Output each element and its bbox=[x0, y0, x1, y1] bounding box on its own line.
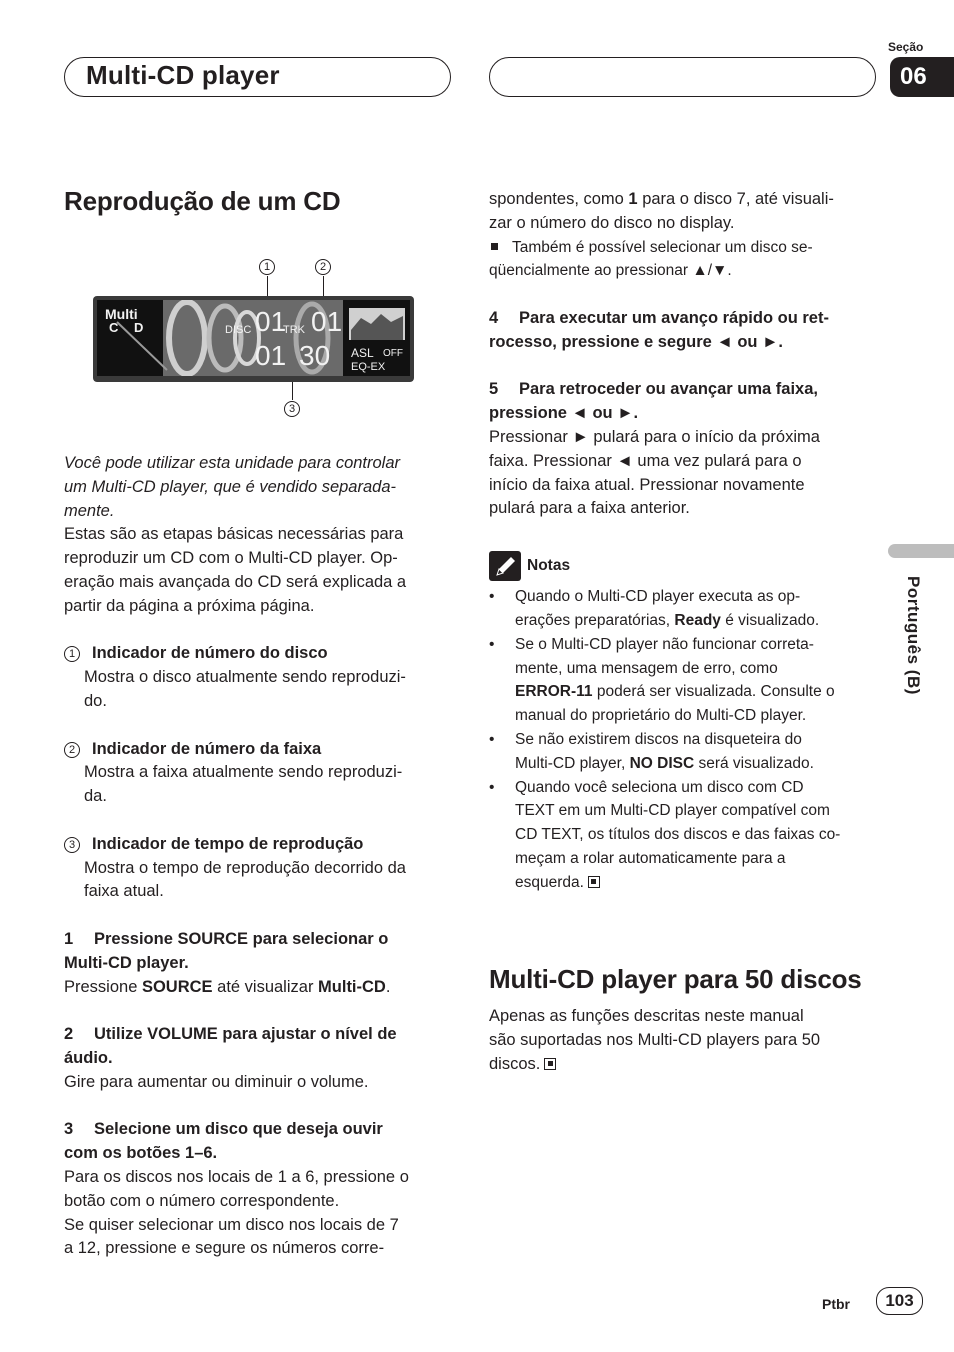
step-2-title: 2 Utilize VOLUME para ajustar o nível de bbox=[64, 1025, 397, 1044]
intro-italic-line: um Multi-CD player, que é vendido separada- bbox=[64, 477, 397, 496]
step-5-body: Pressionar ► pulará para o início da próxima bbox=[489, 427, 820, 446]
note-item: • Se o Multi-CD player não funcionar correta- mente, uma mensagem de erro, como ERROR-11 poderá ser visualizada. Consulte o manual do proprietário do Multi-CD player. bbox=[489, 633, 881, 728]
trk-label: TRK bbox=[283, 324, 305, 336]
section-label: Seção bbox=[888, 40, 924, 54]
intro-body-line: eração mais avançada do CD será explicada a bbox=[64, 572, 407, 591]
step-3-tip: qüencialmente ao pressionar ▲/▼. bbox=[489, 262, 732, 280]
step-5-body: faixa. Pressionar ◄ uma vez pulará para o bbox=[489, 451, 802, 470]
note-item: • Quando o Multi-CD player executa as op- erações preparatórias, Ready é visualizado. bbox=[489, 585, 881, 633]
language-tab-marker bbox=[888, 544, 954, 558]
section-2-body bbox=[489, 1005, 881, 1076]
legend-item-title: 3 Indicador de tempo de reprodução bbox=[64, 833, 456, 857]
callout-1: 1 bbox=[259, 259, 275, 275]
intro-body-line: Estas são as etapas básicas necessárias para bbox=[64, 525, 404, 544]
logo-cd: C D bbox=[109, 320, 150, 335]
step-3-body: Se quiser selecionar um disco nos locais de 7 bbox=[64, 1215, 399, 1234]
legend-item-desc: do. bbox=[84, 691, 107, 710]
section-number-badge: 06 bbox=[890, 57, 954, 97]
step-1-title-cont: Multi-CD player. bbox=[64, 953, 189, 972]
step-5-body: pulará para a faixa anterior. bbox=[489, 499, 690, 518]
step-3-body-cont: zar o número do disco no display. bbox=[489, 213, 735, 232]
section-title-50-disc: Multi-CD player para 50 discos bbox=[489, 964, 862, 994]
intro-italic-line: Você pode utilizar esta unidade para controlar bbox=[64, 454, 401, 472]
legend-item-desc: Mostra a faixa atualmente sendo reproduzi- bbox=[84, 763, 403, 782]
step-3-body: Para os discos nos locais de 1 a 6, pressione o bbox=[64, 1167, 409, 1186]
play-time-seconds: 30 bbox=[299, 340, 331, 371]
notes-heading: Notas bbox=[489, 551, 881, 581]
notes-list bbox=[489, 585, 881, 894]
step-1-title: 1 Pressione SOURCE para selecionar o bbox=[64, 929, 389, 948]
step-3-title: 3 Selecione um disco que deseja ouvir bbox=[64, 1120, 383, 1139]
note-item: • Se não existirem discos na disqueteira do Multi-CD player, NO DISC será visualizado. bbox=[489, 728, 881, 776]
step-5-title: 5 Para retroceder ou avançar uma faixa, bbox=[489, 380, 818, 399]
asl-value: OFF bbox=[383, 348, 403, 359]
end-of-section-icon bbox=[544, 1058, 556, 1070]
legend-item-desc: da. bbox=[84, 787, 107, 806]
disc-number-indicator: 01 bbox=[255, 306, 287, 337]
note-item: • Quando você seleciona um disco com CD TEXT em um Multi-CD player compatível com CD TEXT, os títulos dos discos e das faixas co- meçam a rolar automaticamente para a esquerda. bbox=[489, 776, 881, 895]
track-number-indicator: 01 bbox=[311, 306, 343, 337]
legend-item-title: 2 Indicador de número da faixa bbox=[64, 738, 456, 762]
step-5-body: início da faixa atual. Pressionar novamente bbox=[489, 475, 805, 494]
end-of-section-icon bbox=[588, 876, 600, 888]
step-3-body: a 12, pressione e segure os números corre- bbox=[64, 1239, 385, 1258]
step-4-title: 4 Para executar um avanço rápido ou ret- bbox=[489, 308, 829, 327]
step-3-body: botão com o número correspondente. bbox=[64, 1191, 340, 1210]
footer-language-code: Ptbr bbox=[822, 1296, 850, 1312]
legend-marker: 2 bbox=[64, 742, 80, 758]
header-right-frame bbox=[489, 57, 876, 97]
right-column bbox=[489, 188, 881, 895]
disc-label: DISC bbox=[225, 324, 252, 336]
callout-3: 3 bbox=[284, 401, 300, 417]
intro-body-line: reproduzir um CD com o Multi-CD player. Op- bbox=[64, 549, 398, 568]
section-2-line: discos. bbox=[489, 1053, 881, 1077]
left-column bbox=[64, 452, 456, 1261]
lcd-display bbox=[93, 296, 414, 382]
step-5-title-cont: pressione ◄ ou ►. bbox=[489, 404, 639, 423]
lcd-screen bbox=[97, 300, 410, 376]
asl-label: ASL bbox=[351, 346, 374, 360]
logo-multi: Multi bbox=[105, 306, 138, 322]
step-3-body-cont: spondentes, como 1 para o disco 7, até visuali- bbox=[489, 190, 834, 208]
play-time-minutes: 01 bbox=[255, 340, 287, 371]
step-2-body: Gire para aumentar ou diminuir o volume. bbox=[64, 1072, 369, 1091]
page-header-title: Multi-CD player bbox=[86, 60, 280, 90]
legend-item-desc: Mostra o disco atualmente sendo reproduzi- bbox=[84, 668, 406, 687]
step-4-title-cont: rocesso, pressione e segure ◄ ou ►. bbox=[489, 332, 784, 351]
legend-item-title: 1 Indicador de número do disco bbox=[64, 642, 456, 666]
section-title-playback: Reprodução de um CD bbox=[64, 186, 341, 216]
section-2-line: Apenas as funções descritas neste manual bbox=[489, 1007, 804, 1025]
section-2-line: são suportadas nos Multi-CD players para 50 bbox=[489, 1030, 821, 1049]
language-tab-label: Português (B) bbox=[904, 576, 923, 695]
page-number: 103 bbox=[876, 1287, 923, 1315]
eq-label: EQ-EX bbox=[351, 361, 386, 373]
step-1-body: Pressione SOURCE até visualizar Multi-CD. bbox=[64, 977, 391, 996]
intro-italic-line: mente. bbox=[64, 501, 115, 520]
intro-body-line: partir da página a próxima página. bbox=[64, 596, 315, 615]
legend-marker: 1 bbox=[64, 646, 80, 662]
notes-pencil-icon bbox=[489, 551, 521, 581]
step-3-title-cont: com os botões 1–6. bbox=[64, 1144, 218, 1163]
step-2-title-cont: áudio. bbox=[64, 1048, 113, 1067]
step-3-tip: Também é possível selecionar um disco se- bbox=[489, 236, 881, 260]
legend-item-desc: faixa atual. bbox=[84, 882, 164, 901]
legend-marker: 3 bbox=[64, 837, 80, 853]
legend-item-desc: Mostra o tempo de reprodução decorrido da bbox=[84, 858, 406, 877]
callout-2: 2 bbox=[315, 259, 331, 275]
tip-square-icon bbox=[491, 243, 498, 250]
